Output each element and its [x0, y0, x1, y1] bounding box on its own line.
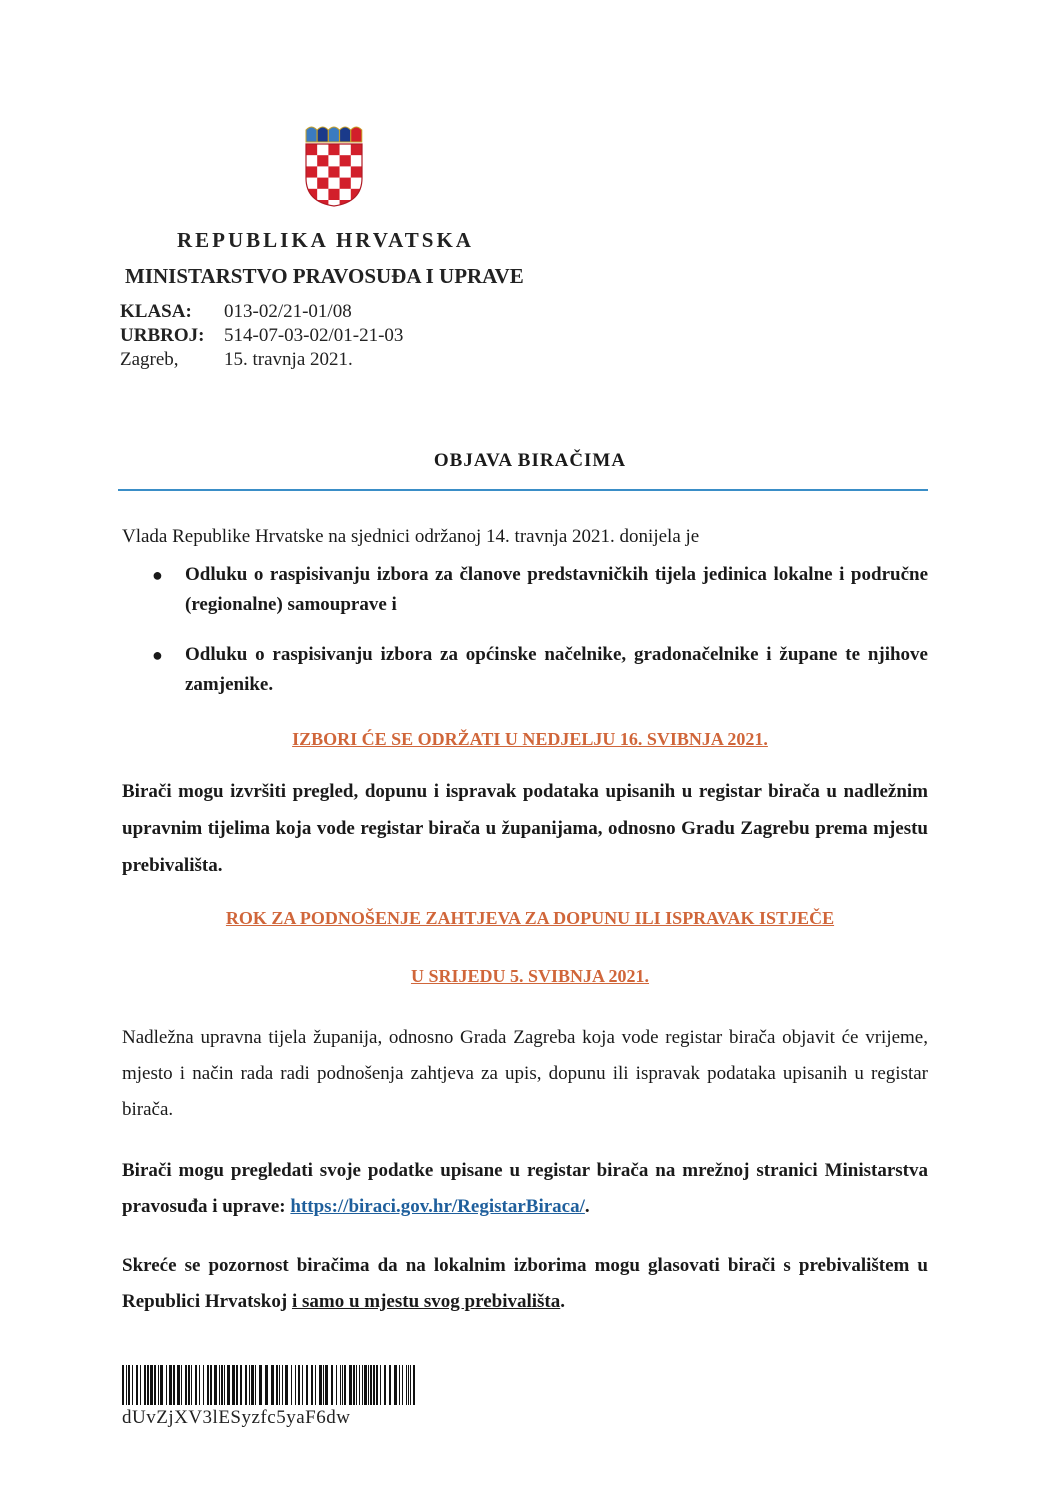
barcode-text: dUvZjXV3lESyzfc5yaF6dw [122, 1407, 351, 1428]
deadline-date-highlight: U SRIJEDU 5. SVIBNJA 2021. [410, 966, 650, 986]
notice-paragraph [122, 1248, 928, 1320]
urbroj-row [120, 324, 403, 348]
deadline-highlight: ROK ZA PODNOŠENJE ZAHTJEVA ZA DOPUNU ILI ISPRAVAK ISTJEČE [225, 908, 835, 928]
bullet-icon: ● [152, 645, 163, 665]
date-row [120, 348, 403, 372]
bullet-icon: ● [152, 565, 163, 585]
notice-end: . [560, 1291, 566, 1312]
date: 15. travnja 2021. [224, 349, 353, 370]
title-divider [118, 489, 928, 491]
urbroj-label: URBROJ: [120, 325, 205, 346]
klasa-row [120, 300, 403, 324]
coat-of-arms-icon [302, 122, 366, 208]
barcode-icon [122, 1365, 418, 1405]
document-meta [120, 300, 403, 372]
republic-heading: REPUBLIKA HRVATSKA [177, 228, 474, 252]
page-title: OBJAVA BIRAČIMA [433, 450, 627, 471]
authorities-paragraph: Nadležna upravna tijela županija, odnosno Grada Zagreba koja vode registar birača objavit će vrijeme, mjesto i način rada radi podnošenja zahtjeva za upis, dopunu ili ispravak podataka upisanih u registar birača. [122, 1027, 928, 1120]
notice-underlined: i samo u mjestu svog prebivališta [291, 1291, 561, 1312]
klasa-value: 013-02/21-01/08 [224, 301, 352, 322]
registar-biraca-link[interactable]: https://biraci.gov.hr/RegistarBiraca/ [290, 1196, 585, 1217]
urbroj-value: 514-07-03-02/01-21-03 [224, 325, 404, 346]
intro-paragraph: Vlada Republike Hrvatske na sjednici održanoj 14. travnja 2021. donijela je [122, 526, 700, 547]
election-date-highlight: IZBORI ĆE SE ODRŽATI U NEDJELJU 16. SVIBNJA 2021. [292, 729, 768, 749]
online-check-end: . [584, 1196, 590, 1217]
place: Zagreb, [120, 349, 179, 370]
list-item [122, 640, 928, 700]
klasa-label: KLASA: [120, 301, 192, 322]
online-check-paragraph [122, 1153, 928, 1225]
list-item-text: Odluku o raspisivanju izbora za općinske načelnike, gradonačelnike i župane te njihove zamjenike. [185, 644, 928, 695]
online-check-text: Birači mogu pregledati svoje podatke upisane u registar birača na mrežnoj stranici Ministarstva pravosuđa i uprave: [122, 1160, 928, 1217]
notice-text: Skreće se pozornost biračima da na lokalnim izborima mogu glasovati birači s prebivalištem u Republici Hrvatskoj [122, 1255, 928, 1312]
list-item-text: Odluku o raspisivanju izbora za članove predstavničkih tijela jedinica lokalne i područne (regionalne) samouprave i [185, 564, 928, 615]
list-item [122, 560, 928, 620]
voters-review-paragraph: Birači mogu izvršiti pregled, dopunu i ispravak podataka upisanih u registar birača u nadležnim upravnim tijelima koja vode registar birača u županijama, odnosno Gradu Zagrebu prema mjestu prebivališta. [122, 781, 928, 876]
ministry-heading: MINISTARSTVO PRAVOSUĐA I UPRAVE [125, 264, 524, 288]
